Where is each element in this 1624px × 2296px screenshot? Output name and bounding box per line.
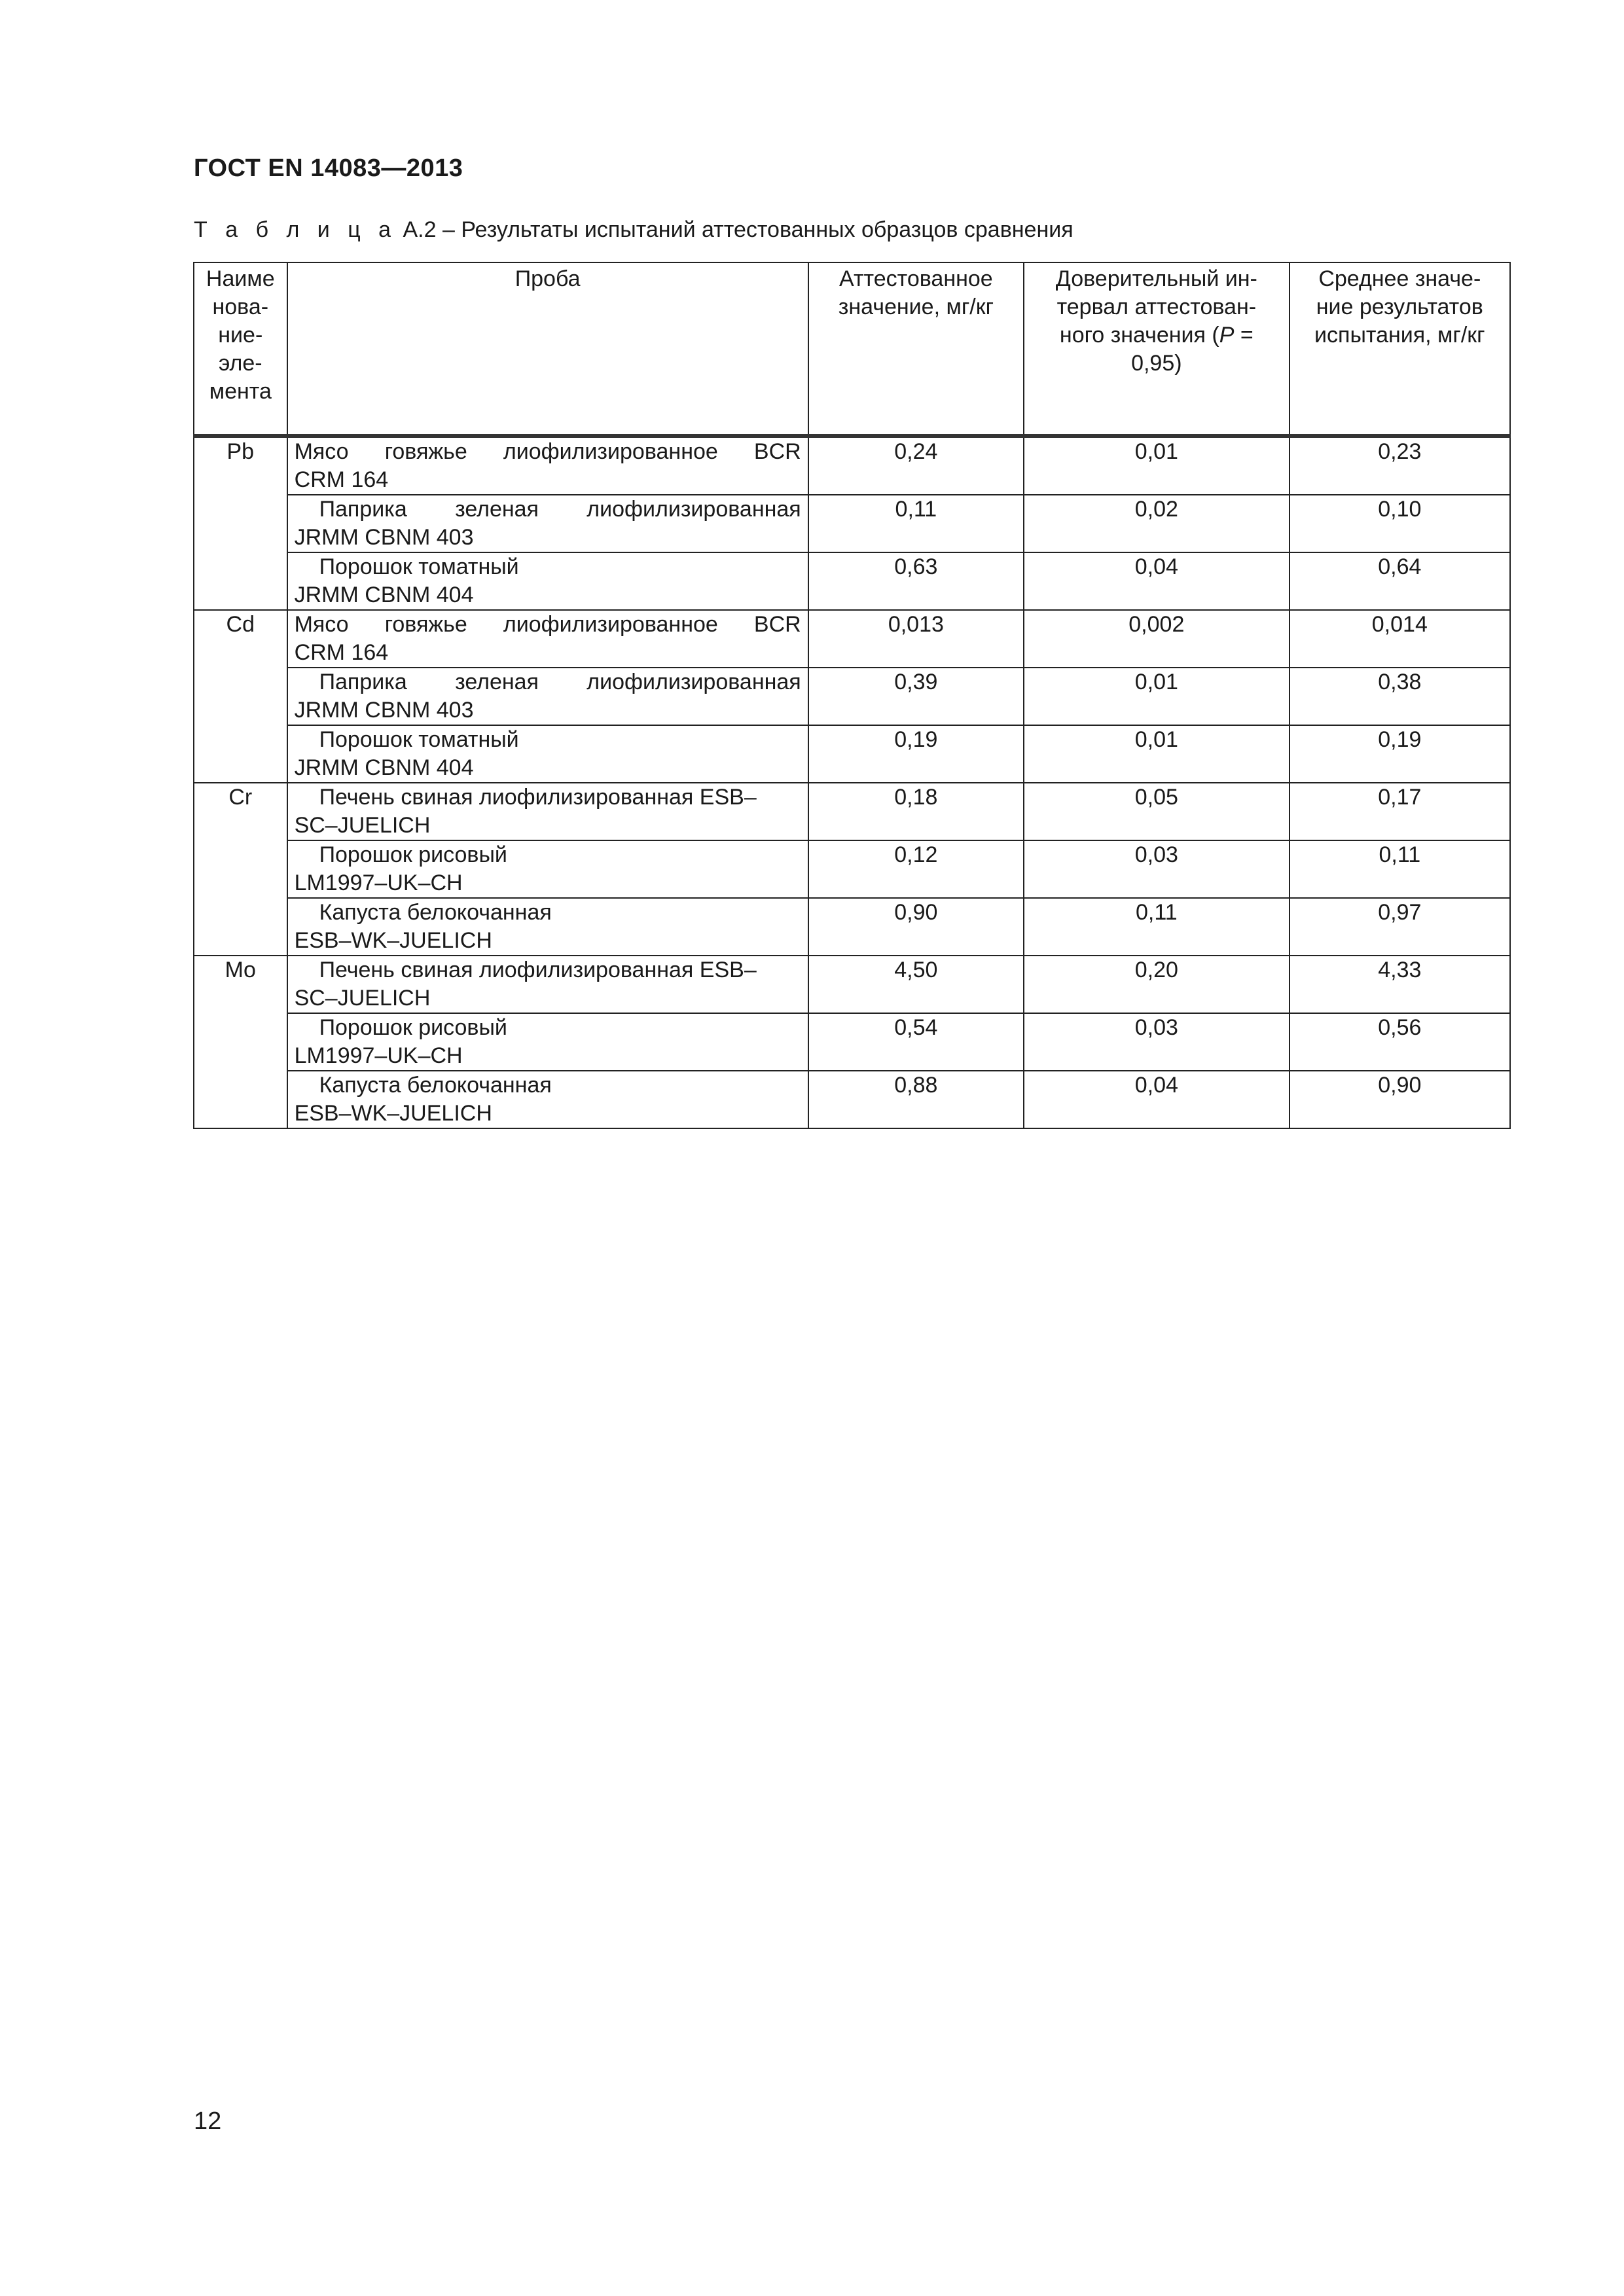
sample-name-line1: Капуста белокочанная	[319, 1073, 552, 1098]
sample-cell	[287, 495, 808, 552]
certified-value-cell: 0,88	[808, 1071, 1024, 1128]
column-header-mean: Среднее значе- ние результатов испытания, мг/кг	[1290, 262, 1510, 436]
sample-name-line2: JRMM CBNM 404	[294, 583, 474, 607]
table-row	[194, 783, 1510, 840]
column-header-element: Наиме нова- ние- эле- мента	[194, 262, 287, 436]
table-row	[194, 495, 1510, 552]
certified-value-cell: 0,18	[808, 783, 1024, 840]
sample-name-line2: ESB–WK–JUELICH	[294, 1101, 492, 1126]
certified-value-cell: 0,11	[808, 495, 1024, 552]
sample-cell	[287, 436, 808, 495]
mean-value-cell: 0,014	[1290, 610, 1510, 668]
table-row	[194, 552, 1510, 610]
table-caption-label: Т а б л и ц а	[194, 217, 397, 242]
document-header: ГОСТ EN 14083—2013	[194, 154, 463, 182]
interval-value-cell: 0,03	[1024, 1013, 1290, 1071]
mean-value-cell: 4,33	[1290, 956, 1510, 1013]
table-row	[194, 668, 1510, 725]
sample-cell	[287, 552, 808, 610]
mean-value-cell: 0,90	[1290, 1071, 1510, 1128]
sample-name-line1: Печень свиная лиофилизированная ESB–	[319, 785, 757, 810]
sample-name-line2: SC–JUELICH	[294, 986, 431, 1011]
sample-name-line2: LM1997–UK–CH	[294, 1043, 463, 1068]
mean-value-cell: 0,11	[1290, 840, 1510, 898]
interval-value-cell: 0,05	[1024, 783, 1290, 840]
mean-value-cell: 0,97	[1290, 898, 1510, 956]
interval-value-cell: 0,20	[1024, 956, 1290, 1013]
certified-value-cell: 0,63	[808, 552, 1024, 610]
interval-value-cell: 0,02	[1024, 495, 1290, 552]
certified-value-cell: 0,54	[808, 1013, 1024, 1071]
sample-name-line1: Порошок рисовый	[319, 1015, 507, 1040]
table-caption-text: – Результаты испытаний аттестованных образцов сравнения	[442, 217, 1074, 242]
sample-cell	[287, 783, 808, 840]
sample-cell	[287, 610, 808, 668]
certified-value-cell: 0,90	[808, 898, 1024, 956]
interval-value-cell: 0,03	[1024, 840, 1290, 898]
sample-name-line2: JRMM CBNM 403	[294, 698, 474, 723]
column-header-sample: Проба	[287, 262, 808, 436]
sample-name-line1: Мясо говяжье лиофилизированное BCR	[294, 612, 801, 637]
sample-name-line2: JRMM CBNM 403	[294, 525, 474, 550]
interval-value-cell: 0,01	[1024, 668, 1290, 725]
sample-name-line1: Мясо говяжье лиофилизированное BCR	[294, 439, 801, 464]
sample-name-line2: SC–JUELICH	[294, 813, 431, 838]
sample-name-line1: Порошок томатный	[319, 554, 519, 579]
sample-cell	[287, 1071, 808, 1128]
interval-value-cell: 0,11	[1024, 898, 1290, 956]
table-row	[194, 610, 1510, 668]
sample-name-line2: CRM 164	[294, 640, 389, 665]
certified-value-cell: 4,50	[808, 956, 1024, 1013]
mean-value-cell: 0,19	[1290, 725, 1510, 783]
table-caption	[194, 217, 1074, 243]
certified-value-cell: 0,12	[808, 840, 1024, 898]
certified-value-cell: 0,19	[808, 725, 1024, 783]
sample-cell	[287, 956, 808, 1013]
table-body	[194, 436, 1510, 1128]
mean-value-cell: 0,23	[1290, 436, 1510, 495]
table-row	[194, 725, 1510, 783]
table-header-row	[194, 262, 1510, 436]
table-caption-number: А.2	[403, 217, 437, 242]
page-number: 12	[194, 2108, 222, 2135]
sample-name-line2: CRM 164	[294, 467, 389, 492]
sample-name-line1: Порошок рисовый	[319, 842, 507, 867]
interval-value-cell: 0,04	[1024, 1071, 1290, 1128]
interval-value-cell: 0,002	[1024, 610, 1290, 668]
sample-name-line1: Паприка зеленая лиофилизированная	[319, 497, 801, 522]
table-row	[194, 840, 1510, 898]
element-cell: Cr	[194, 783, 287, 956]
sample-name-line2: JRMM CBNM 404	[294, 755, 474, 780]
certified-value-cell: 0,39	[808, 668, 1024, 725]
mean-value-cell: 0,56	[1290, 1013, 1510, 1071]
sample-name-line1: Капуста белокочанная	[319, 900, 552, 925]
results-table	[193, 262, 1511, 1129]
mean-value-cell: 0,64	[1290, 552, 1510, 610]
table-row	[194, 1013, 1510, 1071]
table-row	[194, 898, 1510, 956]
sample-cell	[287, 840, 808, 898]
sample-name-line2: LM1997–UK–CH	[294, 870, 463, 895]
sample-cell	[287, 898, 808, 956]
sample-cell	[287, 1013, 808, 1071]
column-header-certified: Аттестованное значение, мг/кг	[808, 262, 1024, 436]
element-cell: Mo	[194, 956, 287, 1128]
element-cell: Cd	[194, 610, 287, 783]
mean-value-cell: 0,10	[1290, 495, 1510, 552]
table-row	[194, 1071, 1510, 1128]
sample-cell	[287, 725, 808, 783]
certified-value-cell: 0,013	[808, 610, 1024, 668]
mean-value-cell: 0,17	[1290, 783, 1510, 840]
element-cell: Pb	[194, 436, 287, 610]
interval-value-cell: 0,01	[1024, 725, 1290, 783]
table-row	[194, 956, 1510, 1013]
sample-name-line1: Порошок томатный	[319, 727, 519, 752]
certified-value-cell: 0,24	[808, 436, 1024, 495]
interval-value-cell: 0,04	[1024, 552, 1290, 610]
mean-value-cell: 0,38	[1290, 668, 1510, 725]
sample-name-line1: Паприка зеленая лиофилизированная	[319, 670, 801, 694]
table-row	[194, 436, 1510, 495]
interval-value-cell: 0,01	[1024, 436, 1290, 495]
sample-name-line1: Печень свиная лиофилизированная ESB–	[319, 958, 757, 982]
sample-cell	[287, 668, 808, 725]
column-header-interval: Доверительный ин- тервал аттестован- ного значения (P = 0,95)	[1024, 262, 1290, 436]
sample-name-line2: ESB–WK–JUELICH	[294, 928, 492, 953]
